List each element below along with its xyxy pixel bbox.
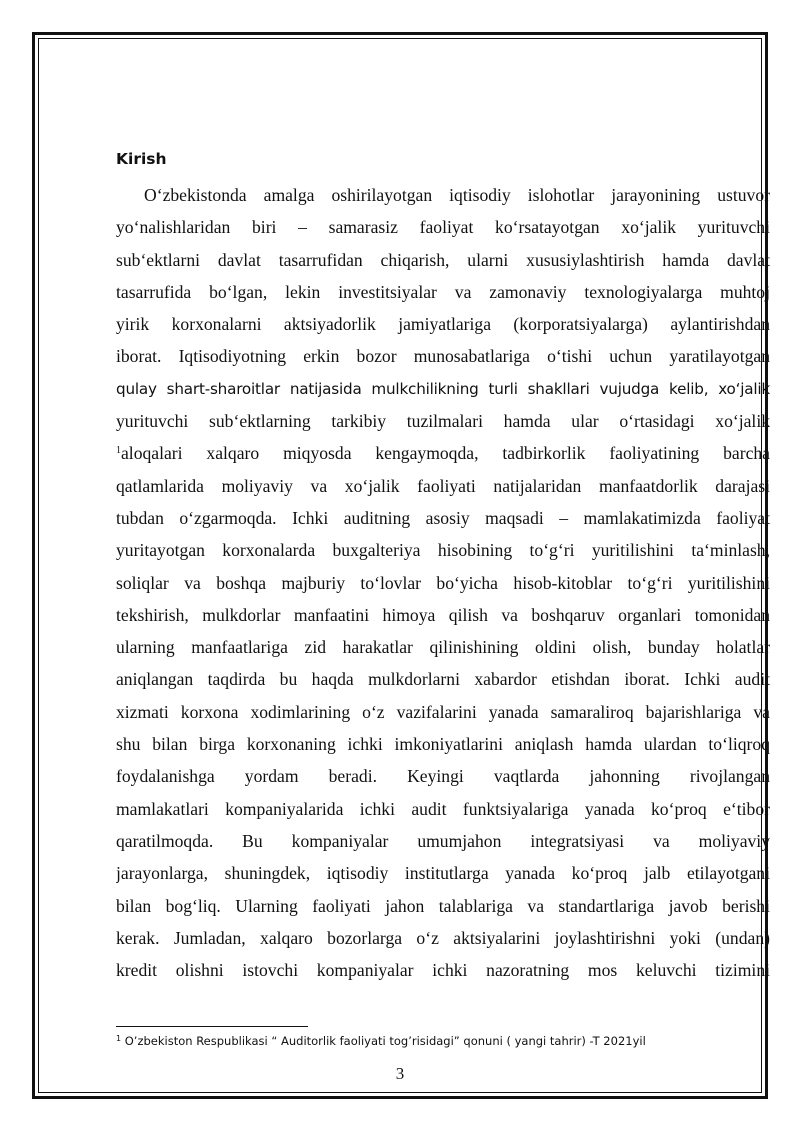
text-line-10: qatlamlarida moliyaviy va xo‘jalik faoliyati natijalaridan manfaatdorlik darajasi (116, 475, 770, 496)
text-line-24: kerak. Jumladan, xalqaro bozorlarga o‘z aktsiyalarini joylashtirishni yoki (undan) (116, 927, 770, 948)
text-line-22: jarayonlarga, shuningdek, iqtisodiy institutlarga yanada ko‘proq jalb etilayotgani (116, 863, 770, 884)
text-line-14: tekshirish, mulkdorlar manfaatini himoya qilish va boshqaruv organlari tomonidan (116, 604, 770, 625)
text-line-15: ularning manfaatlariga zid harakatlar qilinishining oldini olish, bunday holatlar (116, 637, 770, 658)
text-line-17: xizmati korxona xodimlarining o‘z vazifalarini yanada samaraliroq bajarishlariga va (116, 701, 770, 722)
page-number: 3 (395, 1064, 405, 1083)
footnote (116, 1034, 646, 1048)
text-line-16: aniqlangan taqdirda bu haqda mulkdorlarni xabardor etishdan iborat. Ichki audit (116, 669, 770, 690)
footnote-ref-marker: 1 (116, 445, 121, 457)
text-line-23: bilan bog‘liq. Ularning faoliyati jahon talablariga va standartlariga javob berishi (116, 895, 770, 916)
text-line-7: qulay shart-sharoitlar natijasida mulkchilikning turli shakllari vujudga kelib, xo‘jalik (116, 379, 770, 398)
text-line-1: O‘zbekistonda amalga oshirilayotgan iqtisodiy islohotlar jarayonining ustuvor (144, 185, 770, 205)
footnote-marker: 1 (116, 1034, 122, 1043)
text-line-9 (116, 437, 770, 469)
text-line-6: iborat. Iqtisodiyotning erkin bozor munosabatlariga o‘tishi uchun yaratilayotgan (116, 346, 770, 367)
text-line-13: soliqlar va boshqa majburiy to‘lovlar bo‘yicha hisob-kitoblar to‘g‘ri yuritilishini (116, 572, 770, 593)
text-line-21: qaratilmoqda. Bu kompaniyalar umumjahon integratsiyasi va moliyaviy (116, 830, 770, 851)
text-line-19: foydalanishga yordam beradi. Keyingi vaqtlarda jahonning rivojlangan (116, 766, 770, 787)
footnote-separator (116, 1026, 308, 1027)
text-line-3: sub‘ektlarni davlat tasarrufidan chiqarish, ularni xususiylashtirish hamda davlat (116, 249, 770, 270)
text-line-18: shu bilan birga korxonaning ichki imkoniyatlarini aniqlash hamda ulardan to‘liqroq (116, 734, 770, 755)
footnote-text: O’zbekiston Respublikasi “ Auditorlik faoliyati tog’risidagi” qonuni ( yangi tahrir) -T 2021yil (124, 1034, 646, 1048)
text-line-2: yo‘nalishlaridan biri – samarasiz faoliyat ko‘rsatayotgan xo‘jalik yurituvchi (116, 217, 770, 238)
text-line-25: kredit olishni istovchi kompaniyalar ichki nazoratning mos keluvchi tizimini (116, 960, 770, 981)
text-line-12: yuritayotgan korxonalarda buxgalteriya hisobining to‘g‘ri yuritilishini ta‘minlash, (116, 540, 770, 561)
section-heading: Kirish (116, 150, 167, 168)
text-line-8: yurituvchi sub‘ektlarning tarkibiy tuzilmalari hamda ular o‘rtasidagi xo‘jalik (116, 411, 770, 432)
text-line-5: yirik korxonalarni aktsiyadorlik jamiyatlariga (korporatsiyalarga) aylantirishdan (116, 314, 770, 335)
text-line-9-text: aloqalari xalqaro miqyosda kengaymoqda, tadbirkorlik faoliyatining barcha (121, 443, 770, 464)
text-line-11: tubdan o‘zgarmoqda. Ichki auditning asosiy maqsadi – mamlakatimizda faoliyat (116, 507, 770, 528)
text-line-20: mamlakatlari kompaniyalarida ichki audit funktsiyalariga yanada ko‘proq e‘tibor (116, 798, 770, 819)
text-line-4: tasarrufida bo‘lgan, lekin investitsiyalar va zamonaviy texnologiyalarga muhtoj (116, 281, 770, 302)
document-body (116, 147, 770, 986)
